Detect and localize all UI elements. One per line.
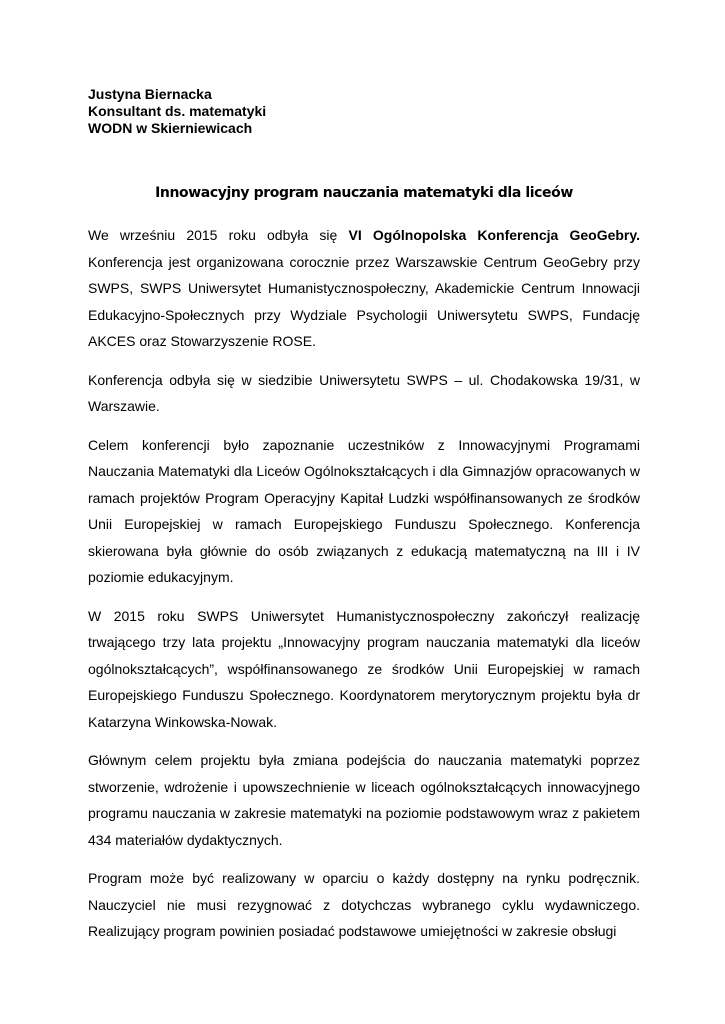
paragraph-conference-intro <box>88 222 640 355</box>
paragraph-conference-goal: Celem konferencji było zapoznanie uczestników z Innowacyjnymi Programami Nauczania Matematyki dla Liceów Ogólnokształcących i dla Gimnazjów opracowanych w ramach projektów Program Operacyjny Kapitał Ludzki współfinansowanych ze środków Unii Europejskiej w ramach Europejskiego Funduszu Społecznego. Konferencja skierowana była głównie do osób związanych z edukacją matematyczną na III i IV poziomie edukacyjnym. <box>88 436 640 585</box>
author-position: Konsultant ds. matematyki <box>88 103 267 119</box>
conference-name: VI Ogólnopolska Konferencja GeoGebry. <box>348 227 641 243</box>
author-name: Justyna Biernacka <box>88 86 212 102</box>
document-title: Innowacyjny program nauczania matematyki dla liceów <box>155 185 573 201</box>
paragraph-rest: Konferencja jest organizowana corocznie przez Warszawskie Centrum GeoGebry przy SWPS, SWPS Uniwersytet Humanistycznospołeczny, Akademickie Centrum Innowacji Edukacyjno-Społecznych przy Wydziale Psychologii Uniwersytetu SWPS, Fundację AKCES oraz Stowarzyszenie ROSE. <box>88 253 640 349</box>
paragraph-project-goal: Głównym celem projektu była zmiana podejścia do nauczania matematyki poprzez stworzenie, wdrożenie i upowszechnienie w liceach ogólnokształcących innowacyjnego programu nauczania w zakresie matematyki na poziomie podstawowym wraz z pakietem 434 materiałów dydaktycznych. <box>88 752 640 848</box>
paragraph-program: Program może być realizowany w oparciu o każdy dostępny na rynku podręcznik. Nauczyciel nie musi rezygnować z dotychczas wybranego cyklu wydawniczego. Realizujący program powinien posiadać podstawowe umiejętności w zakresie obsługi <box>88 870 640 939</box>
paragraph-venue: Konferencja odbyła się w siedzibie Uniwersytetu SWPS – ul. Chodakowska 19/31, w Warszawie. <box>88 371 640 414</box>
author-institution: WODN w Skierniewicach <box>88 120 253 136</box>
author-block <box>88 86 640 137</box>
paragraph-lead: We wrześniu 2015 roku odbyła się <box>88 227 349 243</box>
paragraph-project: W 2015 roku SWPS Uniwersytet Humanistycznospołeczny zakończył realizację trwającego trzy lata projektu „Innowacyjny program nauczania matematyki dla liceów ogólnokształcących”, współfinansowanego ze środków Unii Europejskiej w ramach Europejskiego Funduszu Społecznego. Koordynatorem merytorycznym projektu była dr Katarzyna Winkowska-Nowak. <box>88 607 640 730</box>
document-page <box>88 86 640 945</box>
